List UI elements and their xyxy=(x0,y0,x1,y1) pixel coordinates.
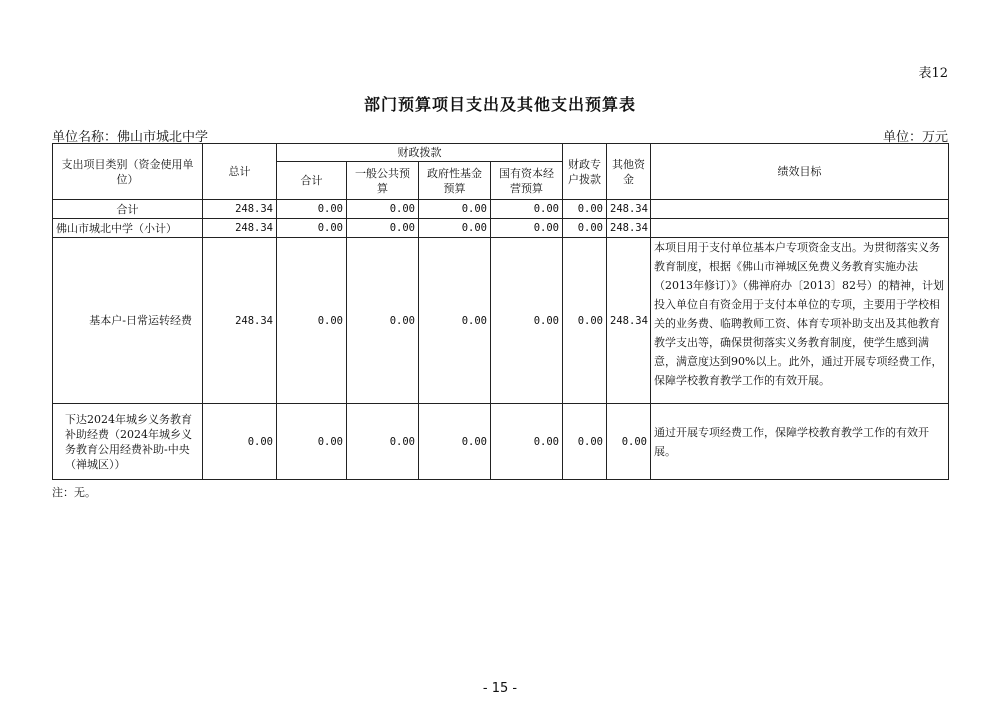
row-name: 合计 xyxy=(53,200,203,219)
page-number: - 15 - xyxy=(482,681,518,696)
header-fund: 政府性基金预算 xyxy=(419,162,491,200)
row-name: 佛山市城北中学（小计） xyxy=(53,219,203,238)
cell-fund: 0.00 xyxy=(419,200,491,219)
cell-general: 0.00 xyxy=(347,404,419,480)
cell-subtotal: 0.00 xyxy=(277,219,347,238)
table-row xyxy=(53,404,949,480)
header-fiscal: 财政拨款 xyxy=(277,144,563,162)
budget-table xyxy=(52,143,949,480)
cell-goal xyxy=(651,219,949,238)
table-row xyxy=(53,238,949,404)
cell-total: 248.34 xyxy=(203,219,277,238)
unit-name-label: 单位名称：佛山市城北中学 xyxy=(52,130,209,145)
cell-other: 248.34 xyxy=(607,238,651,404)
currency-unit-label: 单位：万元 xyxy=(882,130,948,145)
cell-total: 248.34 xyxy=(203,200,277,219)
table-row xyxy=(53,219,949,238)
cell-goal: 本项目用于支付单位基本户专项资金支出。为贯彻落实义务教育制度，根据《佛山市禅城区免费义务教育实施办法（2013年修订）》（佛禅府办〔2013〕82号）的精神，计划投入单位自有资金用于支付本单位的专项，主要用于学校相关的业务费、临聘教师工资、体育专项补助支出及其他教育教学支出等，确保贯彻落实义务教育制度，使学生感到满意，满意度达到90%以上。此外，通过开展专项经费工作，保障学校教育教学工作的有效开展。 xyxy=(651,238,949,404)
header-category: 支出项目类别（资金使用单位） xyxy=(53,144,203,200)
header-other: 其他资金 xyxy=(607,144,651,200)
page-title: 部门预算项目支出及其他支出预算表 xyxy=(363,95,636,114)
cell-general: 0.00 xyxy=(347,200,419,219)
header-total: 总计 xyxy=(203,144,277,200)
header-state: 国有资本经营预算 xyxy=(491,162,563,200)
header-subtotal: 合计 xyxy=(277,162,347,200)
header-goal: 绩效目标 xyxy=(651,144,949,200)
cell-total: 0.00 xyxy=(203,404,277,480)
cell-fund: 0.00 xyxy=(419,219,491,238)
footnote: 注：无。 xyxy=(52,486,96,499)
cell-subtotal: 0.00 xyxy=(277,238,347,404)
cell-special: 0.00 xyxy=(563,238,607,404)
header-special: 财政专户拨款 xyxy=(563,144,607,200)
cell-other: 248.34 xyxy=(607,219,651,238)
cell-fund: 0.00 xyxy=(419,238,491,404)
cell-other: 248.34 xyxy=(607,200,651,219)
cell-fund: 0.00 xyxy=(419,404,491,480)
table-number: 表12 xyxy=(918,66,948,81)
cell-special: 0.00 xyxy=(563,200,607,219)
cell-general: 0.00 xyxy=(347,219,419,238)
cell-subtotal: 0.00 xyxy=(277,200,347,219)
cell-subtotal: 0.00 xyxy=(277,404,347,480)
cell-goal xyxy=(651,200,949,219)
cell-special: 0.00 xyxy=(563,404,607,480)
header-general: 一般公共预算 xyxy=(347,162,419,200)
table-row xyxy=(53,200,949,219)
cell-total: 248.34 xyxy=(203,238,277,404)
row-name: 下达2024年城乡义务教育补助经费（2024年城乡义务教育公用经费补助-中央（禅城区）） xyxy=(53,404,203,480)
cell-other: 0.00 xyxy=(607,404,651,480)
cell-state: 0.00 xyxy=(491,219,563,238)
cell-special: 0.00 xyxy=(563,219,607,238)
row-name: 基本户-日常运转经费 xyxy=(53,238,203,404)
cell-state: 0.00 xyxy=(491,238,563,404)
cell-general: 0.00 xyxy=(347,238,419,404)
cell-state: 0.00 xyxy=(491,404,563,480)
cell-goal: 通过开展专项经费工作，保障学校教育教学工作的有效开展。 xyxy=(651,404,949,480)
cell-state: 0.00 xyxy=(491,200,563,219)
